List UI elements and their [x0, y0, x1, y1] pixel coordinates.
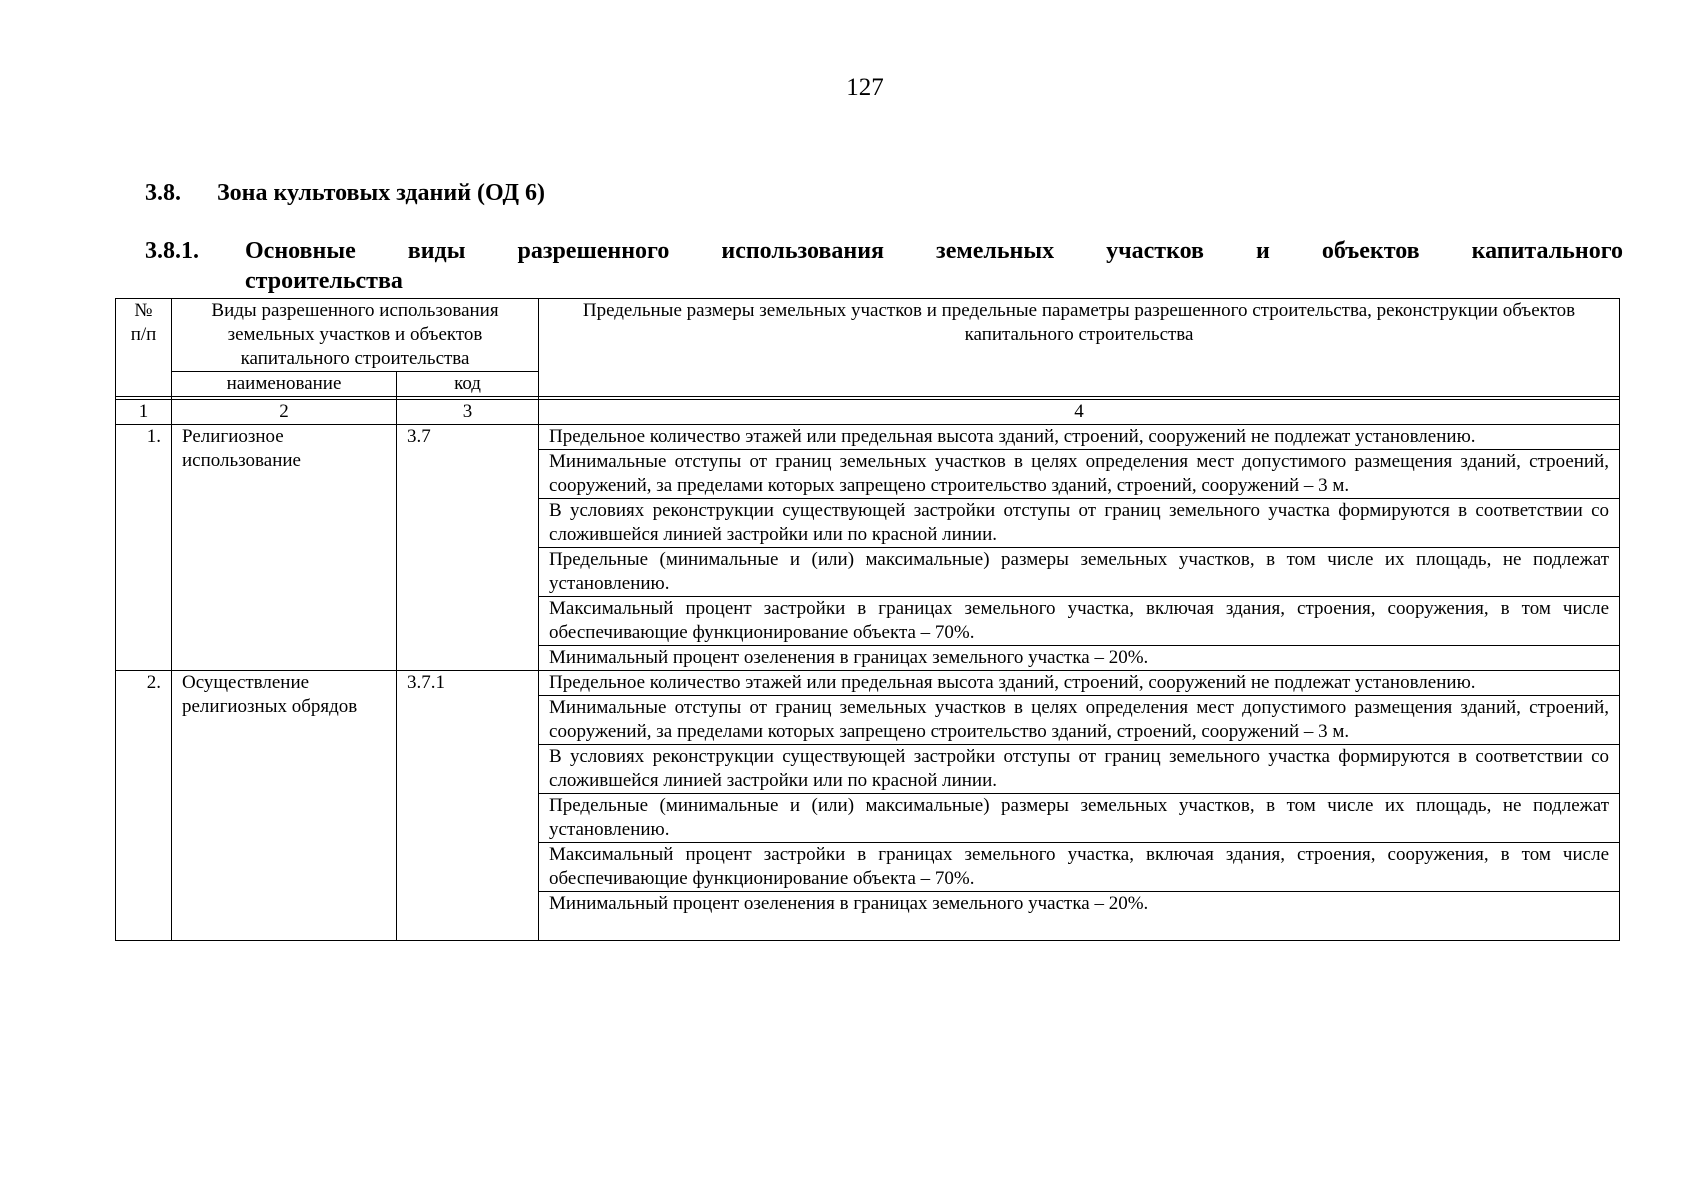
header-name: наименование — [172, 372, 397, 397]
row-param: Минимальный процент озеленения в границах земельного участка – 20%. — [539, 646, 1620, 671]
section-title: Зона культовых зданий (ОД 6) — [217, 180, 546, 206]
row-param: Максимальный процент застройки в границах земельного участка, включая здания, строения, сооружения, в том числе обеспечивающие функционирование объекта – 70%. — [539, 843, 1620, 892]
row-param: Минимальные отступы от границ земельных участков в целях определения мест допустимого размещения зданий, строений, сооружений, за пределами которых запрещено строительство зданий, строений, сооружений – 3 м. — [539, 450, 1620, 499]
column-number: 1 — [116, 400, 172, 425]
column-number: 3 — [397, 400, 539, 425]
row-name: Религиозное использование — [172, 425, 397, 671]
subsection-heading — [145, 236, 1623, 296]
row-param: Минимальный процент озеленения в границах земельного участка – 20%. — [539, 892, 1620, 941]
subsection-title-line2: строительства — [245, 268, 403, 294]
table-header-row — [116, 299, 1620, 372]
row-param: Максимальный процент застройки в границах земельного участка, включая здания, строения, сооружения, в том числе обеспечивающие функционирование объекта – 70%. — [539, 597, 1620, 646]
row-param: Предельные (минимальные и (или) максимальные) размеры земельных участков, в том числе их площадь, не подлежат установлению. — [539, 794, 1620, 843]
row-code: 3.7 — [397, 425, 539, 671]
section-number: 3.8. — [145, 180, 181, 206]
page-number: 127 — [846, 74, 884, 101]
column-numbers-row — [116, 400, 1620, 425]
row-param: В условиях реконструкции существующей застройки отступы от границ земельного участка формируются в соответствии со сложившейся линией застройки или по красной линии. — [539, 499, 1620, 548]
section-heading — [145, 180, 545, 207]
header-types: Виды разрешенного использования земельных участков и объектов капитального строительства — [172, 299, 539, 372]
header-limits: Предельные размеры земельных участков и предельные параметры разрешенного строительства, реконструкции объектов капитального строительства — [539, 299, 1620, 397]
column-number: 4 — [539, 400, 1620, 425]
zoning-table — [115, 298, 1620, 941]
row-name: Осуществление религиозных обрядов — [172, 671, 397, 941]
row-param: Предельные (минимальные и (или) максимальные) размеры земельных участков, в том числе их площадь, не подлежат установлению. — [539, 548, 1620, 597]
header-code: код — [397, 372, 539, 397]
header-num: № п/п — [116, 299, 172, 397]
row-number: 2. — [116, 671, 172, 941]
subsection-number: 3.8.1. — [145, 238, 199, 264]
table-row — [116, 671, 1620, 696]
row-code: 3.7.1 — [397, 671, 539, 941]
row-param: Предельное количество этажей или предельная высота зданий, строений, сооружений не подлежат установлению. — [539, 425, 1620, 450]
row-param: Предельное количество этажей или предельная высота зданий, строений, сооружений не подлежат установлению. — [539, 671, 1620, 696]
row-number: 1. — [116, 425, 172, 671]
row-param: Минимальные отступы от границ земельных участков в целях определения мест допустимого размещения зданий, строений, сооружений, за пределами которых запрещено строительство зданий, строений, сооружений – 3 м. — [539, 696, 1620, 745]
table-row — [116, 425, 1620, 450]
column-number: 2 — [172, 400, 397, 425]
row-param: В условиях реконструкции существующей застройки отступы от границ земельного участка формируются в соответствии со сложившейся линией застройки или по красной линии. — [539, 745, 1620, 794]
subsection-title-line1: Основные виды разрешенного использования земельных участков и объектов капитального — [245, 238, 1623, 264]
